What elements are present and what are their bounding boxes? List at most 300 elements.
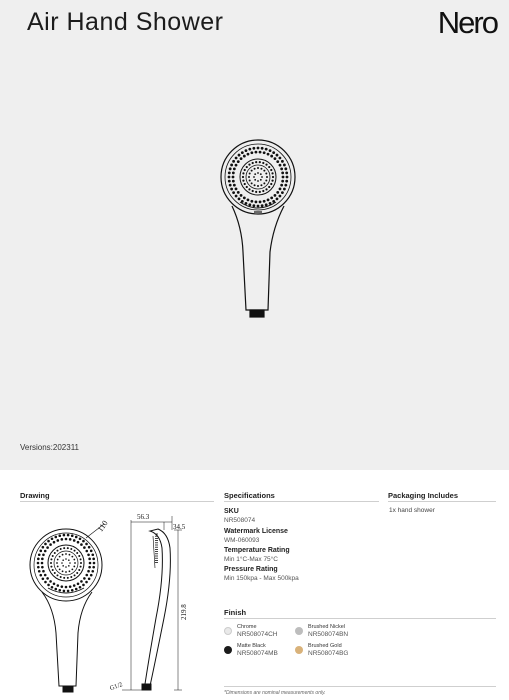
- nozzle-dot: [255, 191, 257, 193]
- nozzle-dot: [58, 589, 61, 592]
- nozzle-dot: [235, 188, 238, 191]
- nozzle-dot: [244, 169, 246, 171]
- nozzle-dot: [263, 200, 266, 203]
- nozzle-dot: [281, 180, 284, 183]
- nozzle-dot: [63, 590, 66, 593]
- nozzle-dot: [61, 562, 63, 564]
- nozzle-dot: [253, 176, 255, 178]
- nozzle-dot: [89, 562, 92, 565]
- nozzle-dot: [85, 550, 88, 553]
- nozzle-dot: [257, 172, 259, 174]
- nozzle-dot: [79, 537, 82, 540]
- nozzle-dot: [85, 543, 88, 546]
- nozzle-dot: [250, 200, 253, 203]
- nozzle-dot: [92, 558, 95, 561]
- nozzle-dot: [285, 180, 288, 183]
- nozzle-dot: [62, 565, 64, 567]
- nozzle-dot: [261, 176, 263, 178]
- nozzle-dot: [69, 562, 71, 564]
- nozzle-dot: [279, 157, 282, 160]
- nozzle-dot: [229, 184, 232, 187]
- nozzle-dot: [73, 584, 76, 587]
- finish-matte-black[interactable]: [224, 643, 278, 658]
- finish-divider: [224, 618, 496, 619]
- spec-pressure: [224, 565, 299, 583]
- nozzle-dot: [263, 182, 265, 184]
- nozzle-dot: [71, 589, 74, 592]
- swatch-chrome-icon: [224, 627, 232, 635]
- nozzle-dot: [251, 182, 253, 184]
- nozzle-dot: [76, 572, 78, 574]
- spec-value: WM-060093: [224, 537, 260, 544]
- nozzle-dot: [280, 184, 283, 187]
- nozzle-dot: [67, 577, 69, 579]
- nozzle-dot: [241, 151, 244, 154]
- finish-code: NR508074BG: [308, 650, 349, 657]
- nozzle-dot: [62, 559, 64, 561]
- nozzle-dot: [80, 580, 83, 583]
- nozzle-dot: [269, 149, 272, 152]
- nozzle-dot: [70, 576, 72, 578]
- nozzle-dot: [244, 183, 246, 185]
- nozzle-dot: [50, 566, 52, 568]
- nozzle-dot: [271, 179, 273, 181]
- packaging-heading: Packaging Includes: [388, 491, 459, 500]
- nozzle-dot: [77, 541, 80, 544]
- nozzle-dot: [42, 546, 45, 549]
- nozzle-dot: [260, 179, 262, 181]
- nozzle-dot: [232, 176, 235, 179]
- spec-sku: [224, 507, 255, 525]
- nozzle-dot: [260, 173, 262, 175]
- nozzle-dot: [65, 553, 67, 555]
- nozzle-dot: [268, 186, 270, 188]
- nozzle-dot: [247, 153, 250, 156]
- nozzle-dot: [76, 552, 78, 554]
- spec-value: Min 1°C-Max 75°C: [224, 556, 278, 563]
- nozzle-dot: [37, 566, 40, 569]
- nozzle-dot: [238, 198, 241, 201]
- finish-name: Brushed Gold: [308, 643, 342, 649]
- spec-label: Pressure Rating: [224, 566, 278, 573]
- nozzle-dot: [42, 570, 45, 573]
- nozzle-dot: [268, 166, 270, 168]
- nozzle-dot: [56, 539, 59, 542]
- nozzle-dot: [248, 203, 251, 206]
- nozzle-dot: [41, 566, 44, 569]
- finish-name: Matte Black: [237, 643, 266, 649]
- nozzle-dot: [61, 538, 64, 541]
- nozzle-dot: [68, 559, 70, 561]
- nozzle-dot: [71, 534, 74, 537]
- nozzle-dot: [235, 164, 238, 167]
- nozzle-dot: [282, 176, 285, 179]
- nozzle-dot: [257, 180, 259, 182]
- nozzle-dot: [78, 555, 80, 557]
- nozzle-dot: [284, 184, 287, 187]
- finish-chrome[interactable]: [224, 624, 277, 639]
- nozzle-dot: [79, 586, 82, 589]
- nozzle-dot: [257, 205, 260, 208]
- nozzle-dot: [75, 588, 78, 591]
- nozzle-dot: [69, 538, 72, 541]
- nozzle-dot: [248, 176, 250, 178]
- nozzle-dot: [246, 186, 248, 188]
- nozzle-dot: [233, 184, 236, 187]
- nozzle-dot: [235, 157, 238, 160]
- nozzle-dot: [59, 568, 61, 570]
- nozzle-dot: [270, 197, 273, 200]
- nozzle-dot: [249, 173, 251, 175]
- spec-value: NR508074: [224, 517, 256, 524]
- finish-name: Brushed Nickel: [308, 624, 345, 630]
- nozzle-dot: [50, 562, 52, 564]
- nozzle-dot: [267, 153, 270, 156]
- nozzle-dot: [60, 576, 62, 578]
- nozzle-dot: [242, 172, 244, 174]
- nozzle-dot: [80, 562, 82, 564]
- nozzle-dot: [82, 540, 85, 543]
- nozzle-dot: [276, 160, 279, 163]
- version-label: Versions:202311: [20, 443, 80, 452]
- nozzle-dot: [235, 195, 238, 198]
- nozzle-dot: [270, 183, 272, 185]
- nozzle-dot: [237, 191, 240, 194]
- footer-divider: [224, 686, 496, 687]
- nozzle-dot: [254, 184, 256, 186]
- nozzle-dot: [69, 570, 71, 572]
- nozzle-dot: [245, 149, 248, 152]
- nozzle-dot: [280, 167, 283, 170]
- nozzle-dot: [228, 176, 231, 179]
- nozzle-dot: [65, 571, 67, 573]
- nozzle-dot: [56, 574, 58, 576]
- nozzle-dot: [44, 581, 47, 584]
- nozzle-dot: [44, 543, 47, 546]
- nozzle-dot: [257, 147, 260, 150]
- nozzle-dot: [269, 202, 272, 205]
- nozzle-dot: [39, 574, 42, 577]
- nozzle-dot: [65, 586, 68, 589]
- nozzle-dot: [44, 574, 47, 577]
- nozzle-dot: [230, 164, 233, 167]
- dimensions-footnote: *Dimensions are nominal measurements only.: [224, 690, 326, 696]
- nozzle-dot: [272, 176, 274, 178]
- nozzle-dot: [56, 584, 59, 587]
- finish-brushed-nickel[interactable]: [295, 624, 348, 639]
- nozzle-dot: [47, 540, 50, 543]
- nozzle-dot: [85, 574, 88, 577]
- spec-watermark: [224, 527, 288, 545]
- nozzle-dot: [87, 570, 90, 573]
- spec-value: Min 150kpa - Max 500kpa: [224, 575, 299, 582]
- nozzle-dot: [71, 568, 73, 570]
- nozzle-dot: [265, 179, 267, 181]
- nozzle-dot: [265, 164, 267, 166]
- nozzle-dot: [259, 201, 262, 204]
- nozzle-dot: [74, 574, 76, 576]
- nozzle-dot: [276, 154, 279, 157]
- nozzle-dot: [271, 172, 273, 174]
- nozzle-dot: [243, 155, 246, 158]
- nozzle-dot: [242, 176, 244, 178]
- nozzle-dot: [62, 554, 64, 556]
- nozzle-dot: [279, 188, 282, 191]
- nozzle-dot: [88, 566, 91, 569]
- nozzle-dot: [276, 198, 279, 201]
- nozzle-dot: [67, 547, 69, 549]
- nozzle-dot: [49, 580, 52, 583]
- nozzle-dot: [257, 185, 259, 187]
- nozzle-dot: [68, 565, 70, 567]
- diameter-dimension: 110: [95, 518, 110, 534]
- nozzle-dot: [74, 562, 76, 564]
- nozzle-dot: [78, 569, 80, 571]
- nozzle-dot: [247, 198, 250, 201]
- nozzle-dot: [260, 168, 262, 170]
- specifications-heading: Specifications: [224, 491, 275, 500]
- nozzle-dot: [285, 171, 288, 174]
- spec-temperature: [224, 546, 290, 564]
- nozzle-dot: [233, 167, 236, 170]
- nozzle-dot: [254, 168, 256, 170]
- nozzle-dot: [57, 559, 59, 561]
- specifications-divider: [224, 501, 379, 502]
- nozzle-dot: [41, 558, 44, 561]
- nozzle-dot: [77, 582, 80, 585]
- nozzle-dot: [263, 151, 266, 154]
- nozzle-dot: [53, 541, 56, 544]
- nozzle-dot: [54, 572, 56, 574]
- finish-brushed-gold[interactable]: [295, 643, 348, 658]
- head-depth-dimension: 34.5: [173, 523, 186, 531]
- nozzle-dot: [263, 170, 265, 172]
- nozzle-dot: [255, 161, 257, 163]
- nozzle-dot: [248, 164, 250, 166]
- nozzle-dot: [270, 169, 272, 171]
- nozzle-dot: [281, 171, 284, 174]
- nozzle-dot: [238, 154, 241, 157]
- shower-handle: [232, 206, 284, 317]
- nozzle-dot: [246, 166, 248, 168]
- finish-name: Chrome: [237, 624, 257, 630]
- nozzle-dot: [279, 195, 282, 198]
- page-title: Air Hand Shower: [27, 8, 224, 36]
- nozzle-dot: [53, 582, 56, 585]
- nozzle-dot: [90, 550, 93, 553]
- nozzle-dot: [63, 577, 65, 579]
- nozzle-dot: [272, 151, 275, 154]
- nozzle-dot: [248, 148, 251, 151]
- nozzle-dot: [54, 552, 56, 554]
- nozzle-dot: [267, 198, 270, 201]
- spec-label: Watermark License: [224, 528, 288, 535]
- nozzle-dot: [74, 550, 76, 552]
- nozzle-dot: [232, 191, 235, 194]
- nozzle-dot: [93, 562, 96, 565]
- nozzle-dot: [240, 194, 243, 197]
- nozzle-dot: [91, 553, 94, 556]
- nozzle-dot: [51, 537, 54, 540]
- length-dimension: 219.8: [180, 604, 188, 620]
- nozzle-dot: [243, 197, 246, 200]
- nozzle-dot: [254, 179, 256, 181]
- nozzle-dot: [265, 203, 268, 206]
- nozzle-dot: [75, 536, 78, 539]
- nozzle-dot: [272, 200, 275, 203]
- nozzle-dot: [232, 160, 235, 163]
- nozzle-dot: [265, 173, 267, 175]
- nozzle-dot: [80, 566, 82, 568]
- nozzle-dot: [44, 550, 47, 553]
- nozzle-dot: [85, 581, 88, 584]
- nozzle-dot: [42, 553, 45, 556]
- nozzle-dot: [228, 180, 231, 183]
- side-view: [142, 529, 170, 690]
- drawing-divider: [20, 501, 214, 502]
- nozzle-dot: [91, 570, 94, 573]
- nozzle-dot: [265, 148, 268, 151]
- nozzle-dot: [232, 171, 235, 174]
- nozzle-dot: [88, 546, 91, 549]
- nozzle-dot: [259, 151, 262, 154]
- nozzle-dot: [73, 539, 76, 542]
- nozzle-dot: [52, 569, 54, 571]
- nozzle-dot: [70, 548, 72, 550]
- nozzle-dot: [229, 167, 232, 170]
- nozzle-dot: [252, 204, 255, 207]
- packaging-item: 1x hand shower: [389, 507, 435, 514]
- nozzle-dot: [82, 584, 85, 587]
- nozzle-dot: [58, 534, 61, 537]
- nozzle-dot: [73, 559, 75, 561]
- nozzle-dot: [250, 151, 253, 154]
- spec-label: Temperature Rating: [224, 547, 290, 554]
- nozzle-dot: [71, 556, 73, 558]
- nozzle-dot: [257, 167, 259, 169]
- nozzle-dot: [259, 161, 261, 163]
- nozzle-dot: [57, 566, 59, 568]
- nozzle-dot: [73, 566, 75, 568]
- nozzle-dot: [59, 556, 61, 558]
- nozzle-dot: [38, 553, 41, 556]
- nozzle-dot: [230, 188, 233, 191]
- spec-label: SKU: [224, 508, 239, 515]
- nozzle-dot: [241, 200, 244, 203]
- front-view-nozzles: [37, 534, 96, 592]
- nozzle-dot: [274, 157, 277, 160]
- nozzle-dot: [46, 577, 49, 580]
- nozzle-dot: [259, 191, 261, 193]
- nozzle-dot: [37, 562, 40, 565]
- nozzle-dot: [240, 157, 243, 160]
- finish-code: NR508074MB: [237, 650, 278, 657]
- nozzle-dot: [274, 194, 277, 197]
- nozzle-dot: [90, 574, 93, 577]
- nozzle-dot: [63, 547, 65, 549]
- swatch-brushed-nickel-icon: [295, 627, 303, 635]
- nozzle-dot: [237, 160, 240, 163]
- nozzle-dot: [65, 538, 68, 541]
- nozzle-dot: [52, 555, 54, 557]
- nozzle-dot: [279, 164, 282, 167]
- nozzle-dot: [232, 180, 235, 183]
- finish-code: NR508074BN: [308, 631, 349, 638]
- nozzle-dot: [281, 191, 284, 194]
- nozzle-dot: [65, 566, 67, 568]
- nozzle-dot: [88, 577, 91, 580]
- nozzle-dot: [261, 147, 264, 150]
- nozzle-dot: [83, 546, 86, 549]
- swatch-brushed-gold-icon: [295, 646, 303, 654]
- product-illustration: [210, 132, 310, 324]
- nozzle-dot: [61, 585, 64, 588]
- nozzle-dot: [248, 188, 250, 190]
- spray-nozzles: [228, 147, 289, 208]
- nozzle-dot: [284, 167, 287, 170]
- packaging-divider: [388, 501, 496, 502]
- nozzle-dot: [286, 176, 289, 179]
- nozzle-dot: [39, 550, 42, 553]
- nozzle-dot: [65, 558, 67, 560]
- nozzle-dot: [38, 570, 41, 573]
- nozzle-dot: [62, 570, 64, 572]
- drawing-heading: Drawing: [20, 491, 50, 500]
- nozzle-dot: [67, 590, 70, 593]
- nozzle-dot: [228, 171, 231, 174]
- nozzle-dot: [41, 562, 44, 565]
- nozzle-dot: [260, 184, 262, 186]
- side-view-nozzles: [155, 534, 158, 563]
- thread-dimension: G1/2: [108, 681, 124, 693]
- nozzle-dot: [92, 566, 95, 569]
- swatch-matte-black-icon: [224, 646, 232, 654]
- nozzle-dot: [249, 179, 251, 181]
- nozzle-dot: [46, 546, 49, 549]
- nozzle-dot: [47, 584, 50, 587]
- finish-heading: Finish: [224, 608, 247, 617]
- nozzle-dot: [251, 170, 253, 172]
- nozzle-dot: [49, 543, 52, 546]
- finish-code: NR508074CH: [237, 631, 278, 638]
- nozzle-dot: [254, 173, 256, 175]
- nozzle-dot: [261, 204, 264, 207]
- nozzle-dot: [270, 155, 273, 158]
- nozzle-dot: [88, 558, 91, 561]
- nozzle-dot: [67, 534, 70, 537]
- nozzle-dot: [80, 543, 83, 546]
- nozzle-dot: [255, 201, 258, 204]
- nozzle-dot: [50, 558, 52, 560]
- nozzle-dot: [54, 536, 57, 539]
- nozzle-dot: [87, 553, 90, 556]
- nozzle-dot: [255, 151, 258, 154]
- nozzle-dot: [252, 147, 255, 150]
- nozzle-dot: [281, 160, 284, 163]
- nozzle-dot: [262, 190, 264, 192]
- nozzle-dot: [252, 190, 254, 192]
- dimension-lines: [122, 516, 182, 690]
- nozzle-dot: [37, 558, 40, 561]
- technical-drawing: [14, 508, 214, 700]
- nozzle-dot: [54, 588, 57, 591]
- nozzle-dot: [80, 558, 82, 560]
- nozzle-dot: [266, 176, 268, 178]
- head-width-dimension: 56.3: [137, 513, 150, 521]
- nozzle-dot: [56, 562, 58, 564]
- brand-logo: Nero: [437, 5, 497, 40]
- nozzle-dot: [63, 534, 66, 537]
